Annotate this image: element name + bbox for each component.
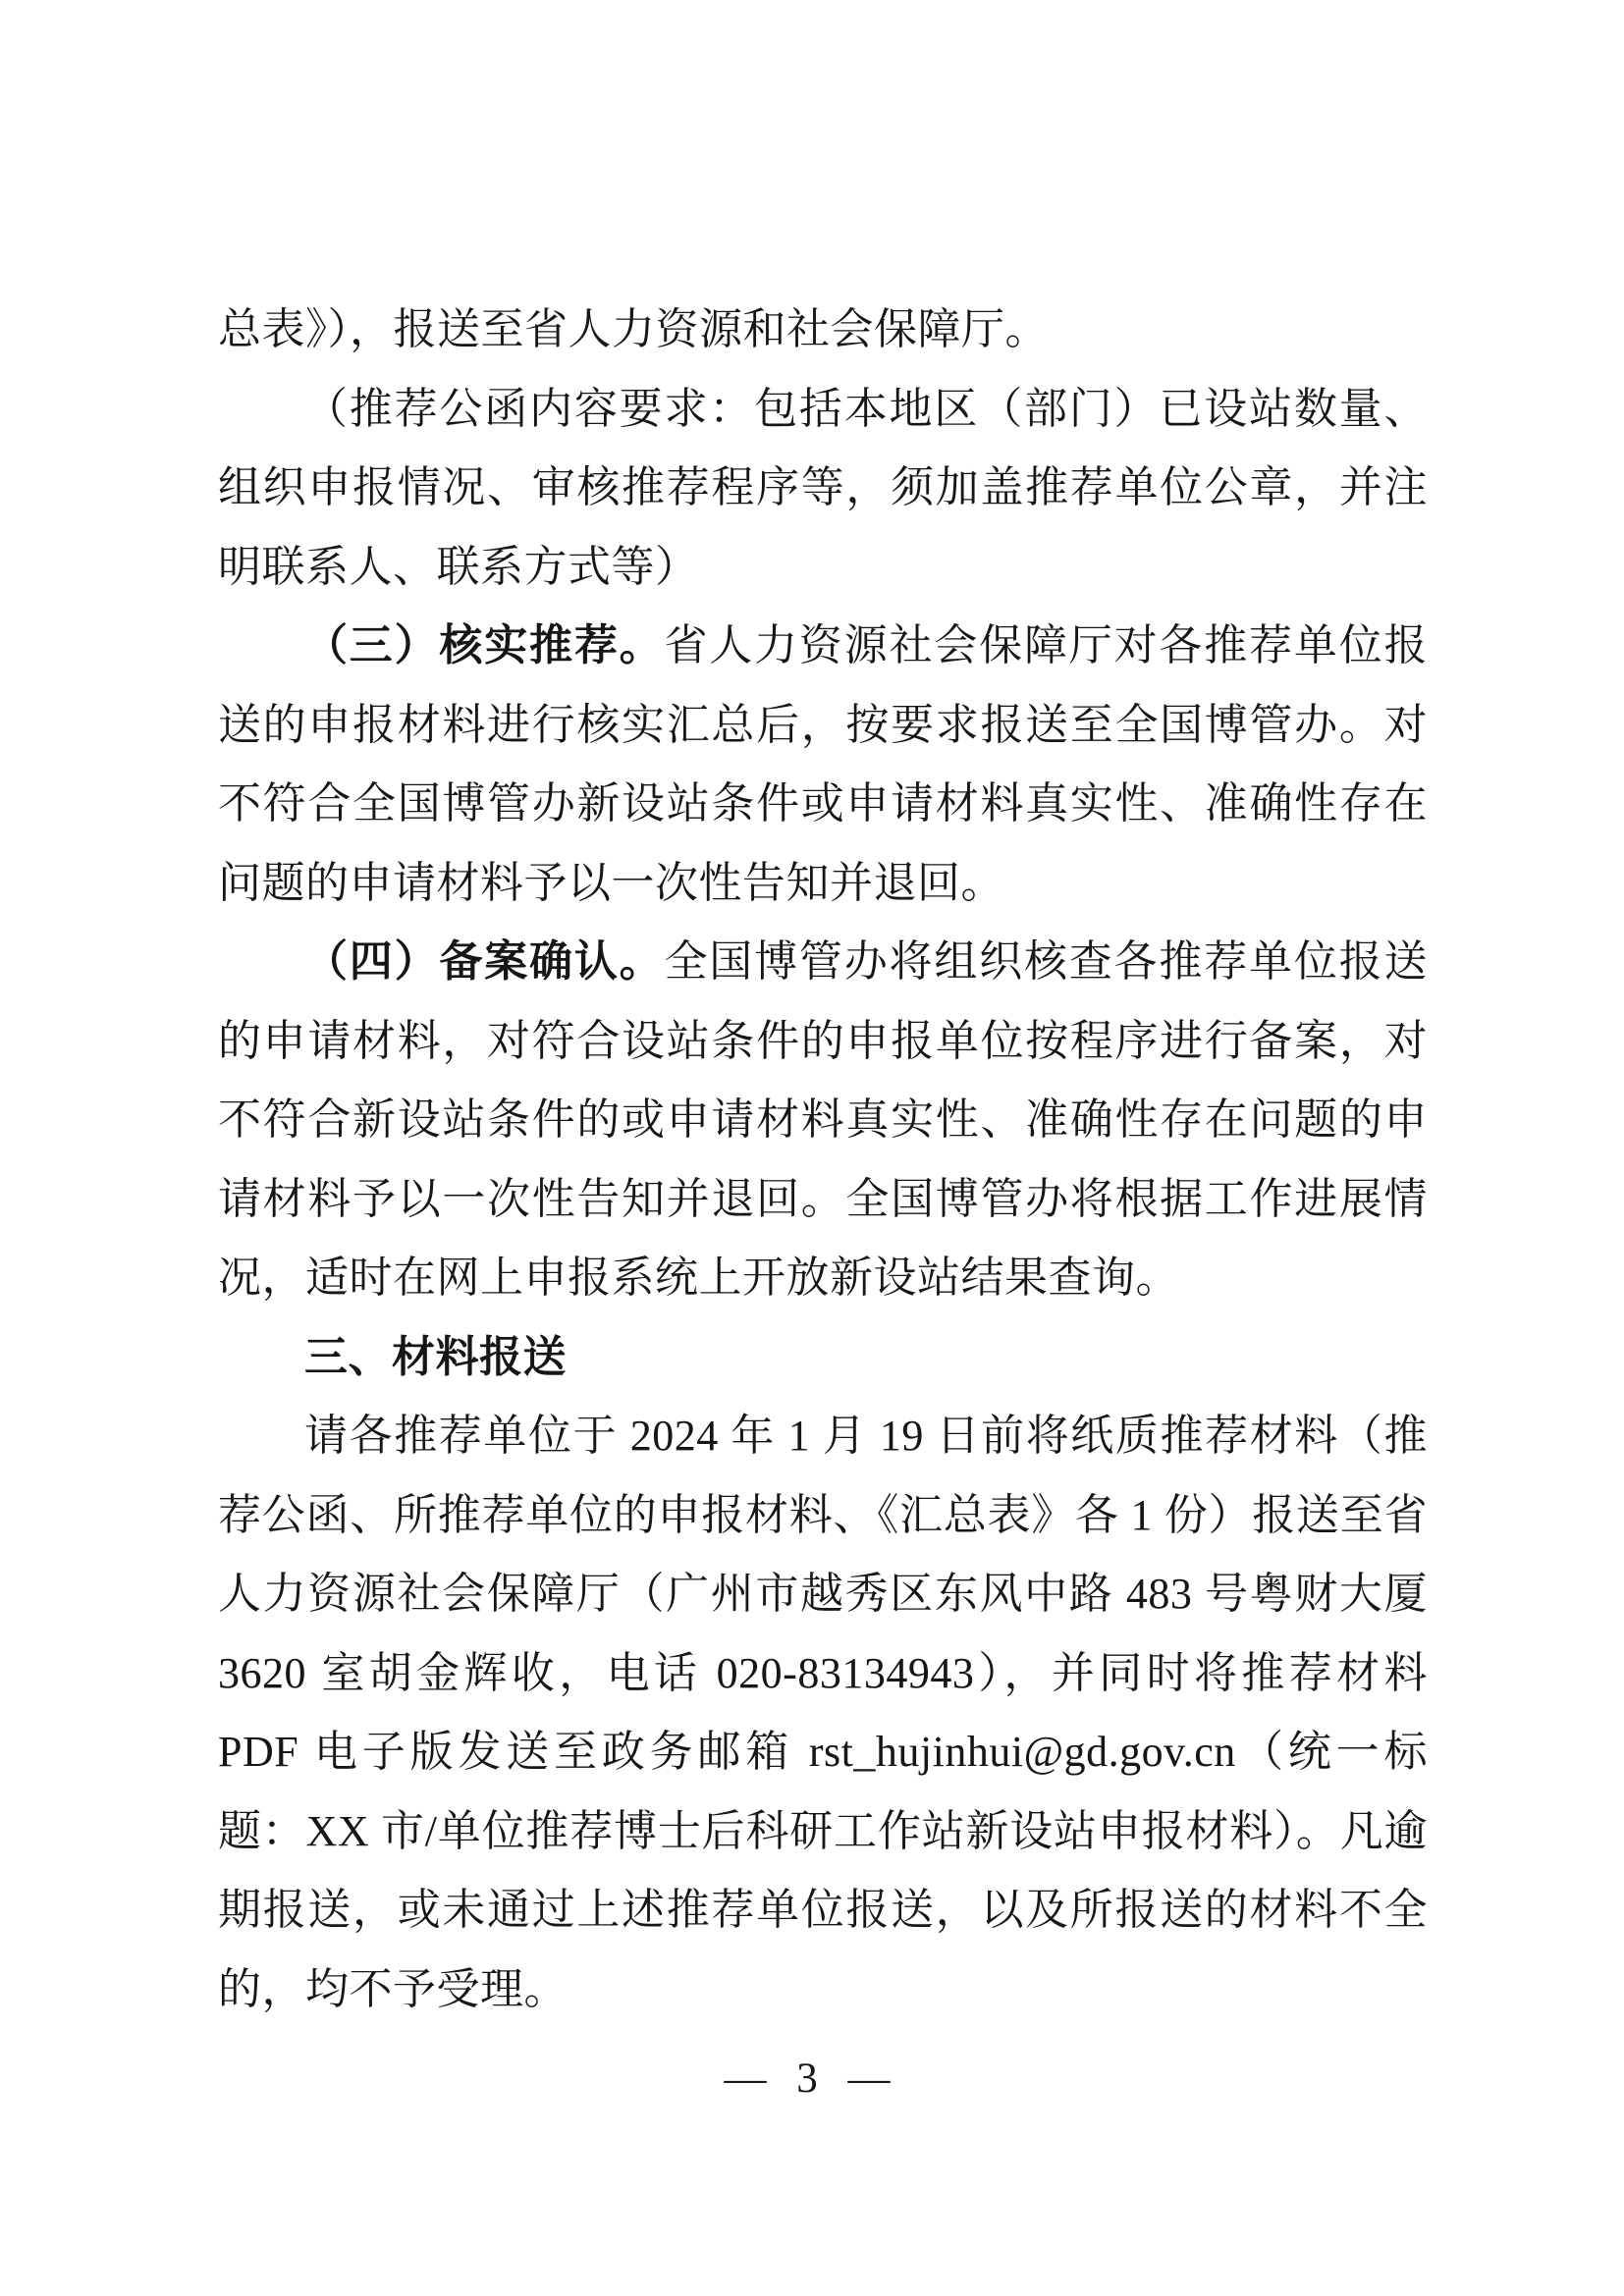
paragraph-bold-lead: （三）核实推荐。 (304, 621, 665, 669)
paragraph-text: （推荐公函内容要求：包括本地区（部门）已设站数量、组织申报情况、审核推荐程序等，须加盖推荐单位公章，并注明联系人、联系方式等） (218, 384, 1428, 591)
paragraph-continuation (218, 291, 1428, 370)
page-number: — 3 — (724, 2056, 900, 2102)
paragraph-text: 全国博管办将组织核查各推荐单位报送的申请材料，对符合设站条件的申报单位按程序进行备案，对不符合新设站条件的或申请材料真实性、准确性存在问题的申请材料予以一次性告知并退回。全国博管办将根据工作进展情况，适时在网上申报系统上开放新设站结果查询。 (218, 937, 1428, 1302)
section-heading-material-submission (218, 1318, 1428, 1398)
paragraph-record-confirm (218, 923, 1428, 1318)
paragraph-text: 省人力资源社会保障厅对各推荐单位报送的申报材料进行核实汇总后，按要求报送至全国博管办。对不符合全国博管办新设站条件或申请材料真实性、准确性存在问题的申请材料予以一次性告知并退回。 (218, 621, 1428, 907)
document-body (218, 291, 1428, 2029)
paragraph-recommendation-letter-note (218, 370, 1428, 608)
paragraph-bold-lead: （四）备案确认。 (304, 937, 665, 986)
paragraph-verify-recommend (218, 607, 1428, 923)
paragraph-text: 总表》），报送至省人力资源和社会保障厅。 (218, 305, 1049, 353)
paragraph-submission-instructions (218, 1397, 1428, 2029)
paragraph-text: 请各推荐单位于 2024 年 1 月 19 日前将纸质推荐材料（推荐公函、所推荐单位的申报材料、《汇总表》各 1 份）报送至省人力资源社会保障厅（广州市越秀区东风中路 483 号粤财大厦 3620 室胡金辉收，电话 020-83134943），并同时将推荐材料 PDF 电子版发送至政务邮箱 rst_hujinhui@gd.gov.cn（统一标题：XX 市/单位推荐博士后科研工作站新设站申报材料）。凡逾期报送，或未通过上述推荐单位报送，以及所报送的材料不全的，均不予受理。 (218, 1412, 1428, 2013)
section-heading-text: 三、材料报送 (304, 1332, 567, 1381)
